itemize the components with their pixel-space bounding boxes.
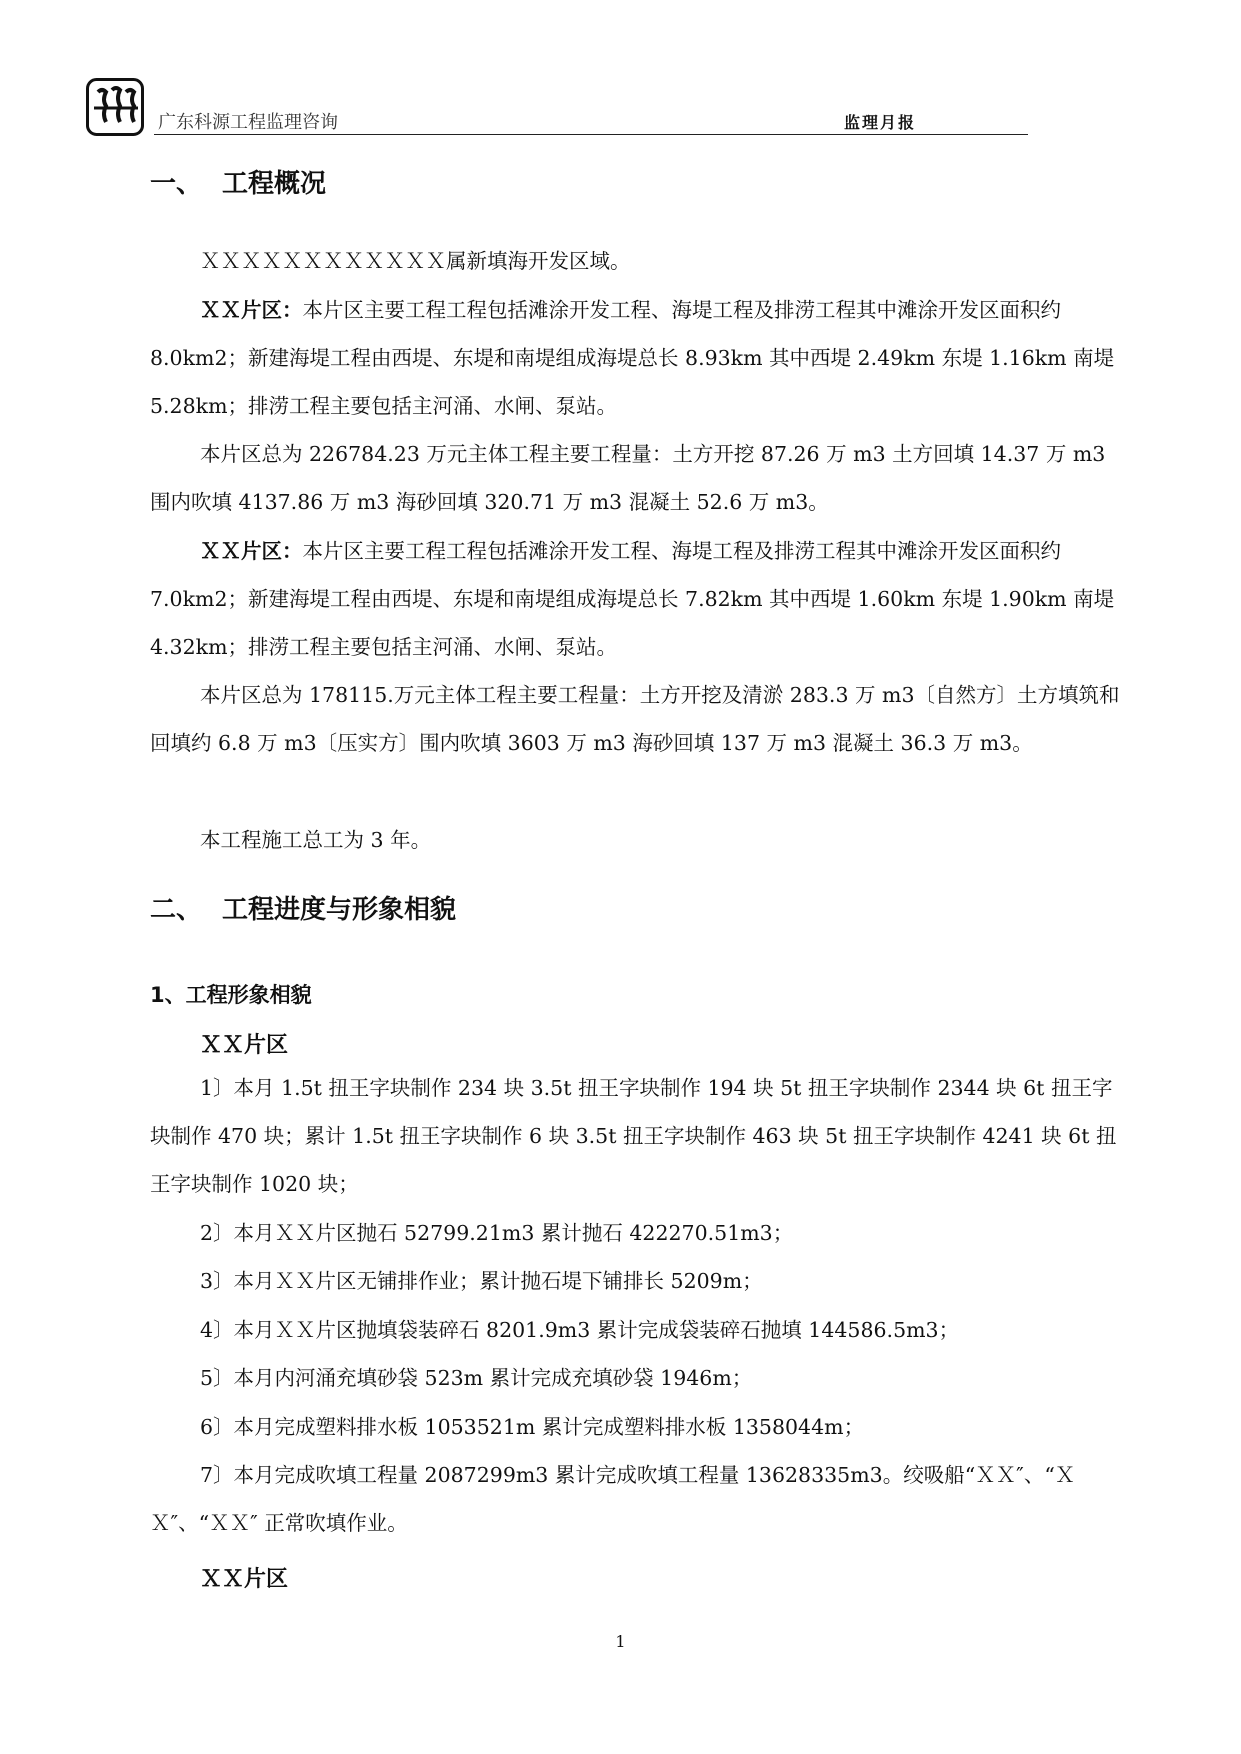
progress-text-6: 6〕本月完成塑料排水板 1053521m 累计完成塑料排水板 1358044m； [200,1415,865,1439]
company-logo-icon [86,78,144,136]
section-1-number: 一、 [150,169,203,199]
section-2-number: 二、 [150,895,203,925]
overview-text-5: 本片区总为 178115.万元主体工程主要工程量：土方开挖及清淤 283.3 万 m3〔自然方〕土方填筑和回填约 6.8 万 m3〔压实方〕围内吹填 3603 万 m3 海砂回填 137 万 m3 混凝土 36.3 万 m3。 [150,683,1120,755]
progress-item-2 [150,1209,1120,1257]
section-1-heading [150,163,326,200]
overview-text-2: 本片区主要工程工程包括滩涂开发工程、海堤工程及排涝工程其中滩涂开发区面积约 8.0km2；新建海堤工程由西堤、东堤和南堤组成海堤总长 8.93km 其中西堤 2.49km 东堤 1.16km 南堤 5.28km；排涝工程主要包括主河涌、水闸、泵站。 [150,298,1115,418]
subsection-1-heading: 1、工程形象相貌 [150,983,312,1007]
overview-paragraph-4 [150,527,1120,671]
zone-label-1: ＸＸ片区： [200,298,303,322]
page-number: 1 [615,1632,626,1651]
header-divider [154,134,1028,135]
progress-item-3 [150,1257,1120,1305]
progress-text-4: 4〕本月ＸＸ片区抛填袋装碎石 8201.9m3 累计完成袋装碎石抛填 144586.5m3； [200,1318,960,1342]
progress-text-7: 7〕本月完成吹填工程量 2087299m3 累计完成吹填工程量 13628335m3。绞吸船“ＸＸ″、“ＸＸ″、“ＸＸ″ 正常吹填作业。 [150,1463,1076,1535]
progress-item-4 [150,1306,1120,1354]
progress-text-1: 1〕本月 1.5t 扭王字块制作 234 块 3.5t 扭王字块制作 194 块 5t 扭王字块制作 2344 块 6t 扭王字块制作 470 块；累计 1.5t 扭王字块制作 6 块 3.5t 扭王字块制作 463 块 5t 扭王字块制作 4241 块 6t 扭王字块制作 1020 块； [150,1076,1117,1196]
overview-text-4: 本片区主要工程工程包括滩涂开发工程、海堤工程及排涝工程其中滩涂开发区面积约 7.0km2；新建海堤工程由西堤、东堤和南堤组成海堤总长 7.82km 其中西堤 1.60km 东堤 1.90km 南堤 4.32km；排涝工程主要包括主河涌、水闸、泵站。 [150,539,1115,659]
section-2-title: 工程进度与形象相貌 [222,895,457,925]
progress-item-5 [150,1354,1120,1402]
section-2-heading [150,889,456,926]
progress-item-6 [150,1403,1120,1451]
zone-heading-b: ＸＸ片区 [200,1566,289,1592]
progress-text-3: 3〕本月ＸＸ片区无铺排作业；累计抛石堤下铺排长 5209m； [200,1269,763,1293]
zone-label-2: ＸＸ片区： [200,539,303,563]
overview-text-1: ＸＸＸＸＸＸＸＸＸＸＸＸ属新填海开发区域。 [200,249,631,273]
overview-text-3: 本片区总为 226784.23 万元主体工程主要工程量：土方开挖 87.26 万 m3 土方回填 14.37 万 m3 围内吹填 4137.86 万 m3 海砂回填 320.71 万 m3 混凝土 52.6 万 m3。 [150,442,1106,514]
zone-heading-a: ＸＸ片区 [200,1032,289,1058]
section-1-title: 工程概况 [222,169,327,199]
report-title: 监理月报 [844,113,917,132]
overview-paragraph-6 [150,816,1120,864]
overview-paragraph-2 [150,286,1120,430]
progress-text-5: 5〕本月内河涌充填砂袋 523m 累计完成充填砂袋 1946m； [200,1366,753,1390]
overview-paragraph-3 [150,430,1120,526]
progress-item-7 [150,1451,1120,1547]
page-header [82,78,1028,136]
progress-item-1 [150,1064,1120,1208]
overview-paragraph-5 [150,671,1120,767]
overview-text-6: 本工程施工总工为 3 年。 [200,828,432,852]
progress-text-2: 2〕本月ＸＸ片区抛石 52799.21m3 累计抛石 422270.51m3； [200,1221,794,1245]
overview-paragraph-1 [150,237,1120,285]
company-name: 广东科源工程监理咨询 [158,112,338,133]
